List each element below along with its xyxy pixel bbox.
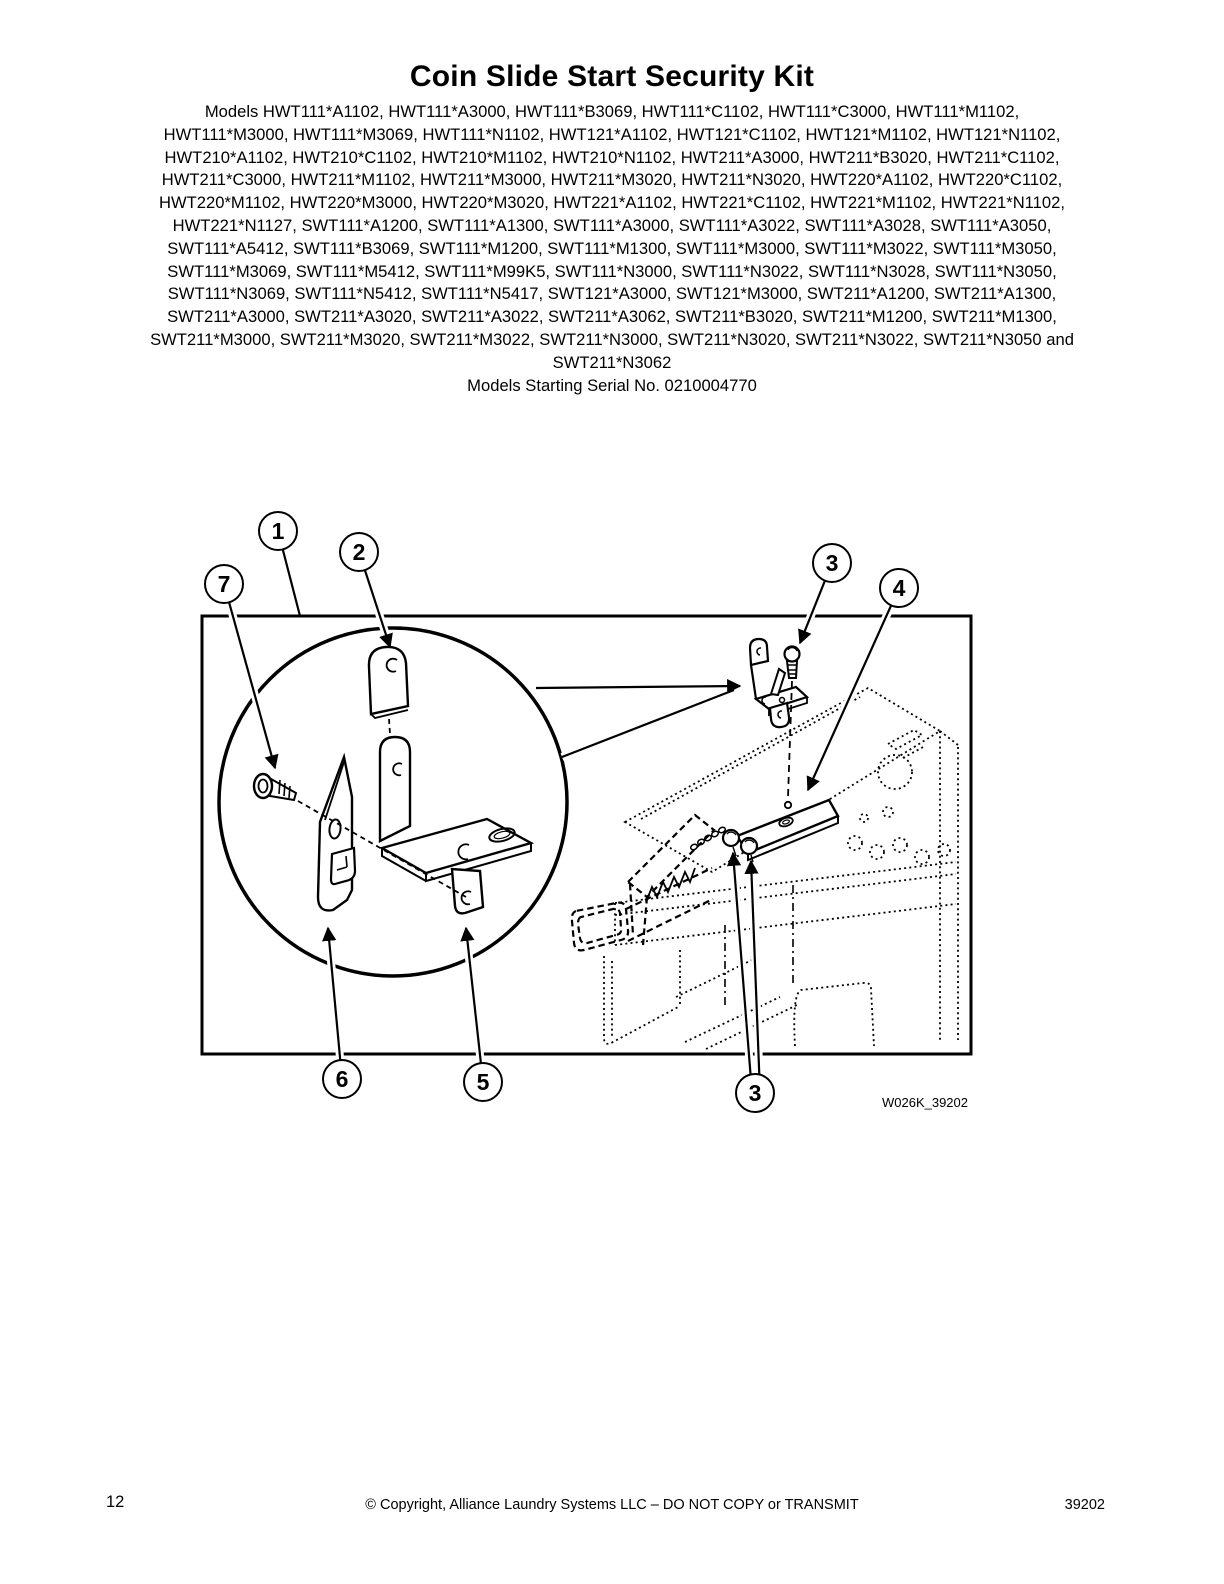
- model-line: HWT221*N1127, SWT111*A1200, SWT111*A1300, SWT111*A3000, SWT111*A3022, SWT111*A3028, SWT111*A3050,: [172, 215, 1052, 235]
- callout-1: 1: [258, 511, 298, 551]
- model-line: SWT211*M3000, SWT211*M3020, SWT211*M3022, SWT211*N3000, SWT211*N3020, SWT211*N3022, SWT211*N3050 and: [150, 329, 1074, 349]
- model-line: Models HWT111*A1102, HWT111*A3000, HWT111*B3069, HWT111*C1102, HWT111*C3000, HWT111*M1102,: [204, 102, 1020, 121]
- callout-4: 4: [879, 568, 919, 608]
- document-number: 39202: [1064, 1497, 1105, 1513]
- callout-3-top: 3: [812, 543, 852, 583]
- model-line: HWT210*A1102, HWT210*C1102, HWT210*M1102, HWT210*N1102, HWT211*A3000, HWT211*B3020, HWT211*C1102,: [164, 147, 1060, 167]
- callout-2: 2: [339, 532, 379, 572]
- model-line: SWT111*M3069, SWT111*M5412, SWT111*M99K5, SWT111*N3000, SWT111*N3022, SWT111*N3028, SWT111*N3050,: [167, 261, 1057, 281]
- model-line: SWT211*A3000, SWT211*A3020, SWT211*A3022, SWT211*A3062, SWT211*B3020, SWT211*M1200, SWT211*M1300,: [167, 307, 1057, 327]
- model-line: SWT111*A5412, SWT111*B3069, SWT111*M1200, SWT111*M1300, SWT111*M3000, SWT111*M3022, SWT111*M3050,: [167, 238, 1057, 258]
- callout-5: 5: [463, 1062, 503, 1102]
- model-line: SWT211*N3062: [552, 352, 672, 372]
- part-2-tab: [369, 647, 408, 718]
- figure-code: W026K_39202: [881, 1095, 968, 1110]
- callout-3-bottom: 3: [735, 1073, 775, 1113]
- copyright-notice: © Copyright, Alliance Laundry Systems LLC – DO NOT COPY or TRANSMIT: [365, 1497, 859, 1513]
- model-line: HWT211*C3000, HWT211*M1102, HWT211*M3000, HWT211*M3020, HWT211*N3020, HWT220*A1102, HWT220*C1102,: [161, 170, 1063, 190]
- page-title: Coin Slide Start Security Kit: [409, 60, 815, 93]
- model-line: HWT111*M3000, HWT111*M3069, HWT111*N1102, HWT121*A1102, HWT121*C1102, HWT121*M1102, HWT121*N1102,: [163, 124, 1061, 144]
- model-line: Models Starting Serial No. 0210004770: [467, 375, 757, 395]
- page-number: 12: [106, 1493, 125, 1511]
- callout-7: 7: [204, 564, 244, 604]
- model-line: HWT220*M1102, HWT220*M3000, HWT220*M3020, HWT221*A1102, HWT221*C1102, HWT221*M1102, HWT221*N1102,: [159, 193, 1065, 213]
- model-line: SWT111*N3069, SWT111*N5412, SWT111*N5417, SWT121*A3000, SWT121*M3000, SWT211*A1200, SWT211*A1300,: [167, 284, 1057, 304]
- callout-6: 6: [322, 1059, 362, 1099]
